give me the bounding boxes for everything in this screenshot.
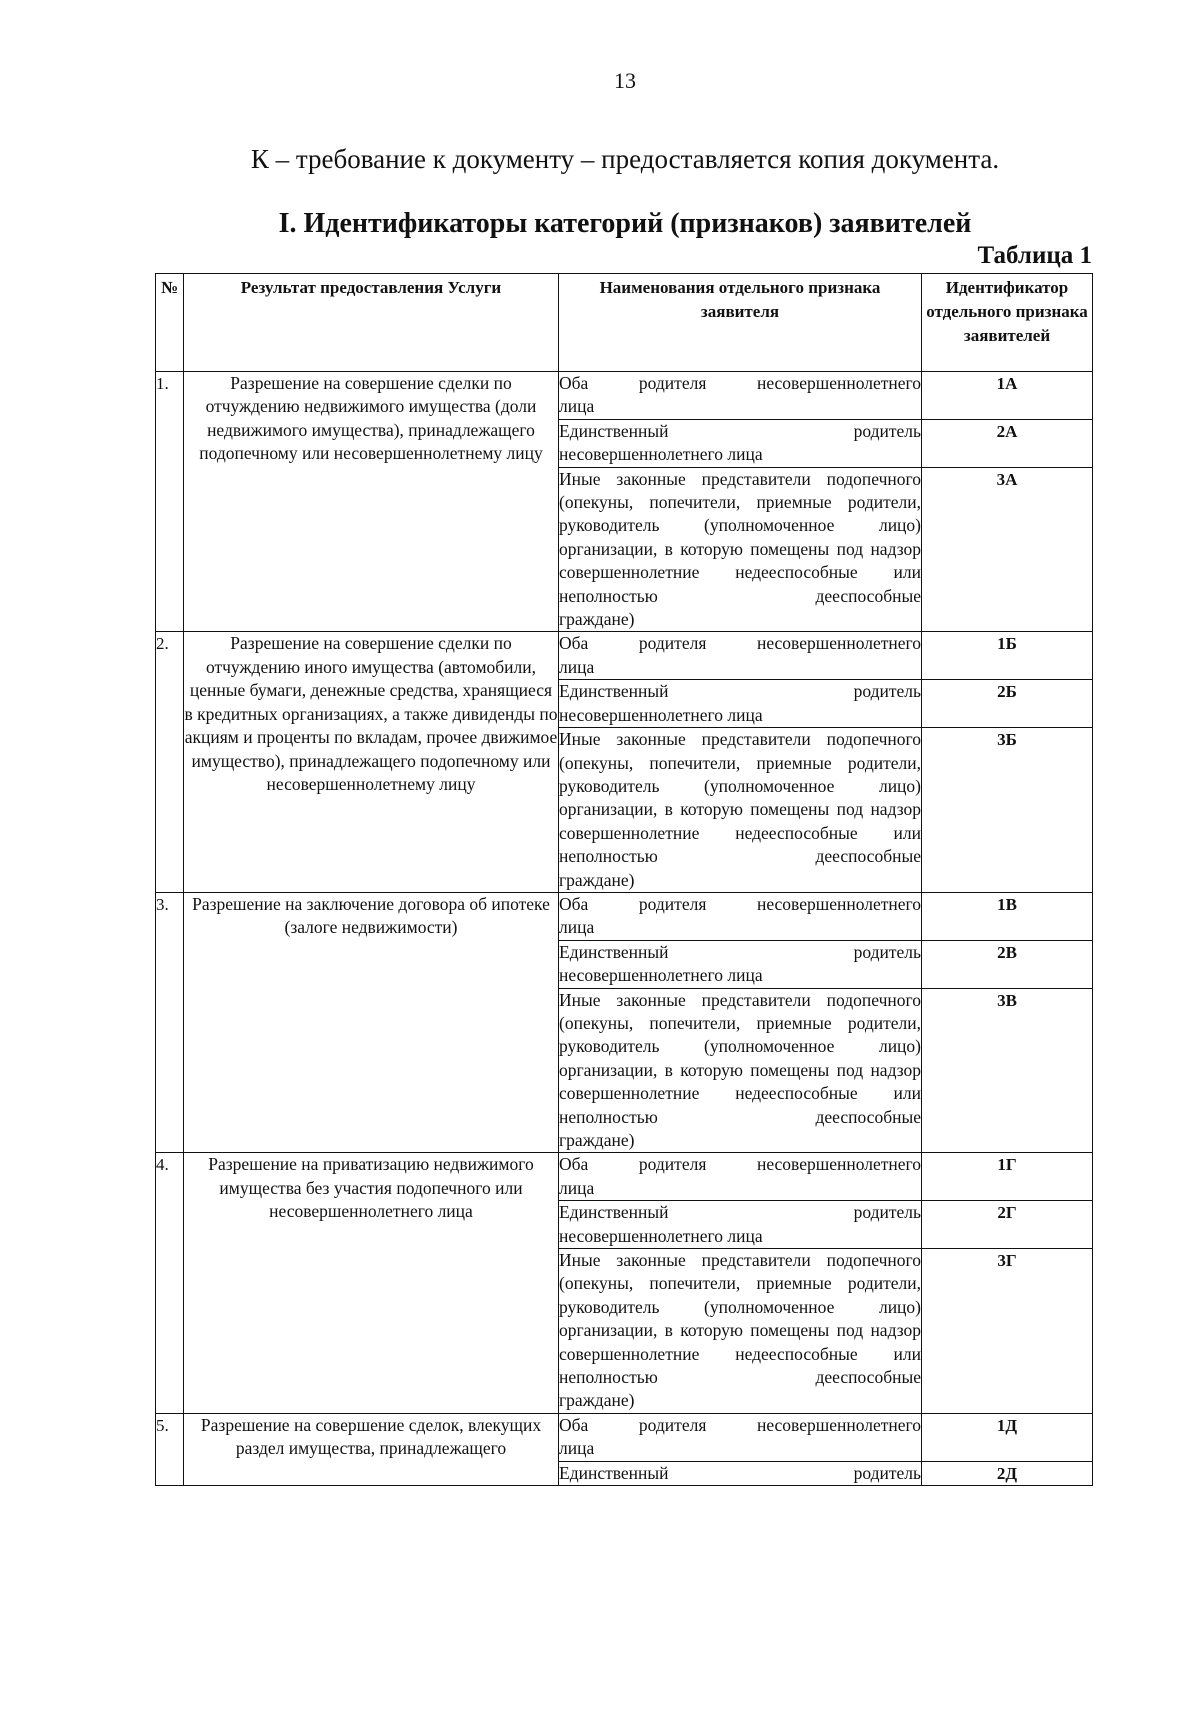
applicant-sign-text-end: граждане) — [559, 869, 635, 890]
section-title: I. Идентификаторы категорий (признаков) заявителей — [278, 208, 972, 239]
applicant-sign-identifier: 1Д — [922, 1413, 1093, 1461]
applicant-sign-name — [559, 680, 922, 728]
applicant-sign-name — [559, 728, 922, 893]
row-number: 4. — [156, 1153, 184, 1413]
row-number: 3. — [156, 892, 184, 1152]
applicant-sign-text-end: несовершеннолетнего лица — [559, 965, 763, 986]
applicant-sign-name — [559, 372, 922, 420]
service-result: Разрешение на совершение сделок, влекущих раздел имущества, принадлежащего — [184, 1413, 559, 1485]
row-number: 1. — [156, 372, 184, 632]
applicant-sign-text-end: лица — [559, 1438, 595, 1459]
service-result: Разрешение на совершение сделки по отчуждению иного имущества (автомобили, ценные бумаги, денежные средства, хранящиеся в кредитных организациях, а также дивиденды по акциям и проценты по вкладам, прочее движимое имущество), принадлежащего подопечному или несовершеннолетнему лицу — [184, 632, 559, 892]
table-header-row — [156, 274, 1093, 372]
applicant-sign-identifier: 3Г — [922, 1249, 1093, 1414]
document-requirement-note: К – требование к документу – предоставляется копия документа. — [250, 144, 1000, 174]
applicant-sign-text: Иные законные представители подопечного (опекуны, попечители, приемные родители, руководитель (уполномоченное лицо) организации, в которую помещены под надзор совершеннолетние недееспособные или неполностью дееспособные — [559, 1250, 921, 1388]
applicant-sign-name — [559, 1153, 922, 1201]
applicant-sign-text: Иные законные представители подопечного (опекуны, попечители, приемные родители, руководитель (уполномоченное лицо) организации, в которую помещены под надзор совершеннолетние недееспособные или неполностью дееспособные — [559, 729, 921, 867]
applicant-sign-text-end: граждане) — [559, 1130, 635, 1150]
applicant-sign-identifier: 2Д — [922, 1461, 1093, 1485]
applicant-sign-name — [559, 632, 922, 680]
applicant-sign-name — [559, 1413, 922, 1461]
header-result: Результат предоставления Услуги — [184, 274, 559, 372]
applicant-sign-text: Оба родителя несовершеннолетнего — [559, 893, 921, 914]
table-row — [156, 1413, 1093, 1461]
applicant-sign-text-end: лица — [559, 656, 595, 677]
applicant-sign-text-end: лица — [559, 396, 595, 417]
row-number: 2. — [156, 632, 184, 892]
table-body — [156, 372, 1093, 1486]
applicant-sign-text: Иные законные представители подопечного (опекуны, попечители, приемные родители, руководитель (уполномоченное лицо) организации, в которую помещены под надзор совершеннолетние недееспособные или неполностью дееспособные — [559, 468, 921, 606]
service-result: Разрешение на совершение сделки по отчуждению недвижимого имущества (доли недвижимого имущества), принадлежащего подопечному или несовершеннолетнему лицу — [184, 372, 559, 632]
row-number: 5. — [156, 1413, 184, 1485]
applicant-sign-text: Единственный родитель — [559, 681, 921, 702]
applicant-sign-text: Оба родителя несовершеннолетнего — [559, 1414, 921, 1435]
applicant-sign-identifier: 2А — [922, 419, 1093, 467]
applicant-sign-text: Единственный родитель — [559, 941, 921, 962]
applicant-sign-text-end: несовершеннолетнего лица — [559, 444, 763, 465]
applicant-sign-text-end: лица — [559, 1177, 595, 1198]
applicant-sign-name — [559, 988, 922, 1153]
applicant-sign-text: Единственный родитель — [559, 420, 921, 441]
page-number: 13 — [614, 68, 636, 93]
applicant-sign-identifier: 1Г — [922, 1153, 1093, 1201]
applicant-sign-identifier: 2Г — [922, 1201, 1093, 1249]
table-row — [156, 632, 1093, 680]
applicant-sign-text-end: несовершеннолетнего лица — [559, 1225, 763, 1246]
applicant-sign-text-end: несовершеннолетнего лица — [559, 704, 763, 725]
service-result: Разрешение на заключение договора об ипотеке (залоге недвижимости) — [184, 892, 559, 1152]
applicant-sign-name — [559, 940, 922, 988]
applicant-sign-identifier: 2В — [922, 940, 1093, 988]
applicant-sign-identifier: 1Б — [922, 632, 1093, 680]
applicant-sign-name — [559, 419, 922, 467]
applicant-sign-text: Единственный родитель — [559, 1202, 921, 1223]
service-result: Разрешение на приватизацию недвижимого имущества без участия подопечного или несовершеннолетнего лица — [184, 1153, 559, 1413]
applicant-sign-name — [559, 467, 922, 632]
applicant-sign-text: Оба родителя несовершеннолетнего — [559, 1154, 921, 1175]
applicant-sign-text: Единственный родитель — [559, 1462, 921, 1483]
applicant-sign-text-end: граждане) — [559, 609, 635, 630]
applicant-sign-identifier: 3В — [922, 988, 1093, 1153]
applicant-sign-name — [559, 1461, 922, 1485]
applicant-sign-text: Иные законные представители подопечного (опекуны, попечители, приемные родители, руководитель (уполномоченное лицо) организации, в которую помещены под надзор совершеннолетние недееспособные или неполностью дееспособные — [559, 989, 921, 1127]
applicant-sign-identifier: 3А — [922, 467, 1093, 632]
applicant-sign-text: Оба родителя несовершеннолетнего — [559, 373, 921, 393]
header-identifier: Идентификатор отдельного признака заявителей — [922, 274, 1093, 372]
applicant-sign-identifier: 1А — [922, 372, 1093, 420]
applicant-sign-text: Оба родителя несовершеннолетнего — [559, 633, 921, 654]
applicant-sign-text-end: лица — [559, 917, 595, 938]
table-row — [156, 892, 1093, 940]
header-sign-name: Наименования отдельного признака заявителя — [559, 274, 922, 372]
applicant-sign-name — [559, 1249, 922, 1414]
applicant-sign-identifier: 2Б — [922, 680, 1093, 728]
table-row — [156, 1153, 1093, 1201]
table-caption: Таблица 1 — [977, 242, 1092, 269]
applicant-sign-name — [559, 892, 922, 940]
applicant-sign-identifier: 1В — [922, 892, 1093, 940]
applicant-sign-identifier: 3Б — [922, 728, 1093, 893]
applicant-sign-text-end: граждане) — [559, 1390, 635, 1411]
table-row — [156, 372, 1093, 420]
identifiers-table — [155, 273, 1093, 1486]
applicant-sign-name — [559, 1201, 922, 1249]
header-number: № — [156, 274, 184, 372]
